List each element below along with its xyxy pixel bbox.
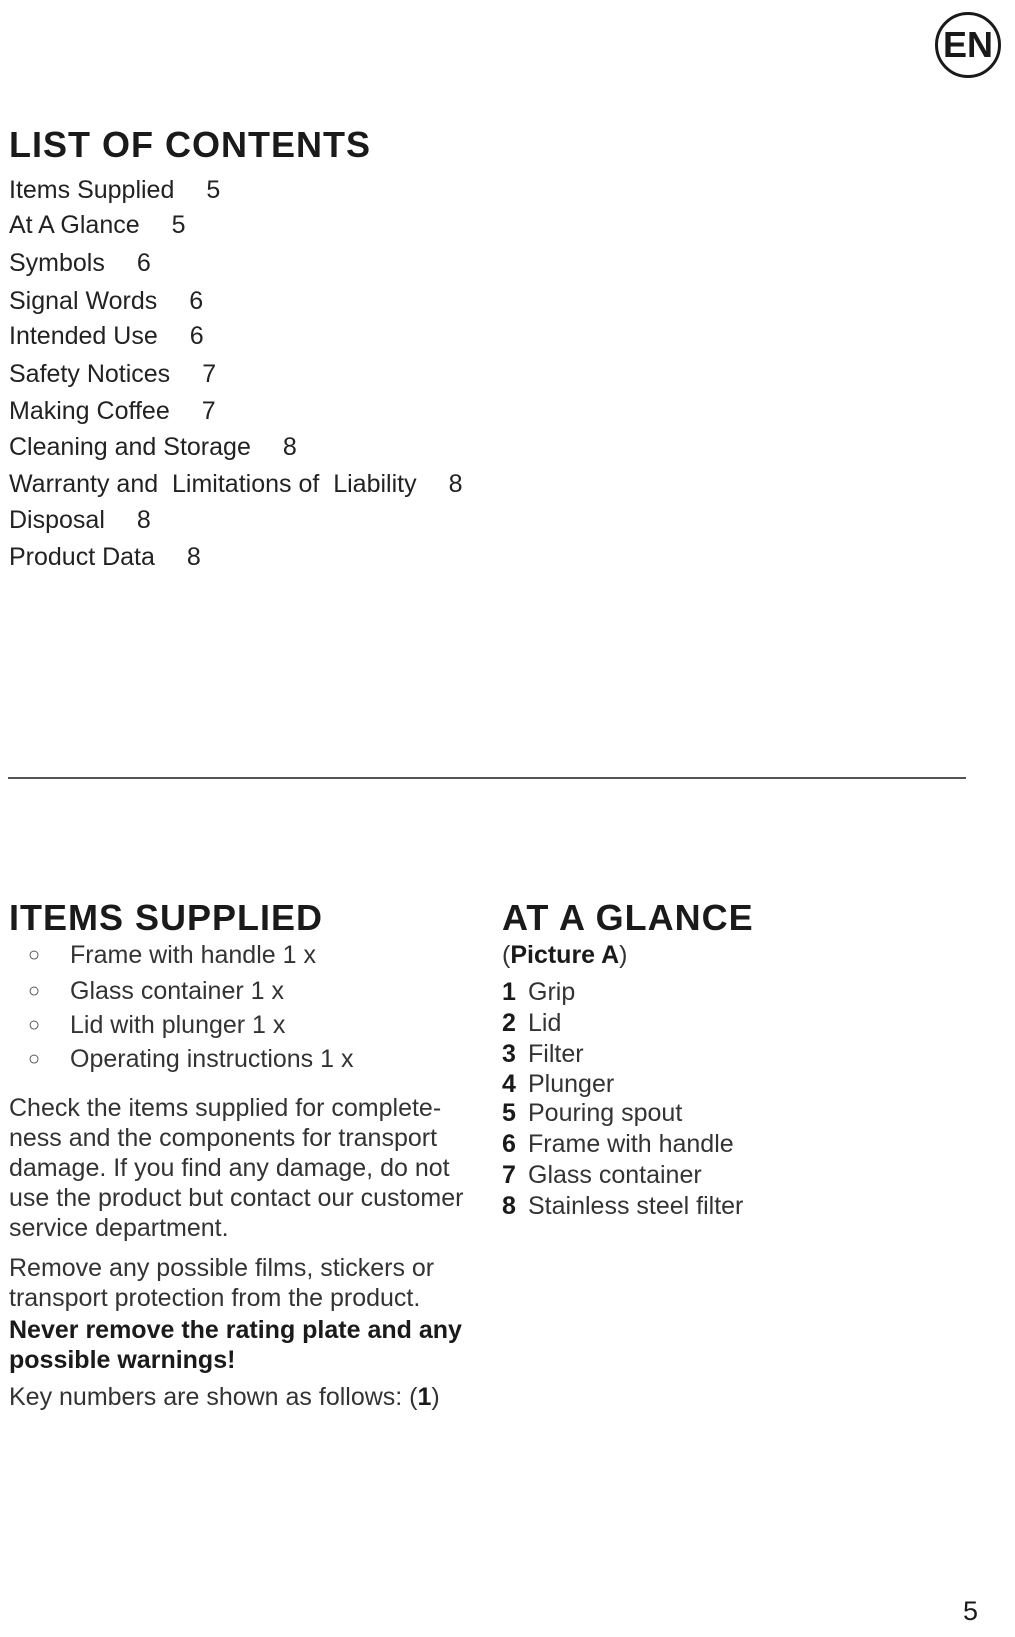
toc-entry-label: Signal Words (9, 287, 158, 315)
list-item (28, 940, 316, 970)
toc-entry-safety-notices (9, 360, 216, 389)
toc-entry-warranty (9, 470, 463, 499)
part-label: Grip (528, 978, 576, 1006)
part-item (502, 977, 575, 1007)
part-label: Stainless steel filter (528, 1192, 744, 1220)
list-item-text: Lid with plunger 1 x (70, 1011, 286, 1039)
bullet-circle-icon: ○ (28, 1048, 41, 1070)
toc-entry-page: 6 (189, 322, 204, 350)
toc-entry-label: Cleaning and Storage (9, 433, 251, 461)
check-items-paragraph: Check the items supplied for complete-ness and the components for transport damage. If you find any damage, do not use the product but contact our customer service department. (9, 1094, 464, 1242)
list-item-text: Glass container 1 x (70, 977, 284, 1005)
toc-entry-label: Disposal (9, 506, 105, 534)
part-number: 2 (502, 1009, 516, 1037)
toc-entry-label: Symbols (9, 249, 105, 277)
list-item (28, 1010, 285, 1040)
section-divider (8, 777, 966, 779)
page-number: 5 (963, 1596, 979, 1626)
list-item (28, 976, 284, 1006)
toc-entry-signal-words (9, 287, 203, 316)
picture-reference-open: ( (502, 941, 511, 969)
toc-entry-page: 6 (136, 249, 151, 277)
part-label: Filter (528, 1040, 584, 1068)
bullet-circle-icon: ○ (28, 980, 41, 1002)
language-badge-label: EN (942, 24, 993, 65)
toc-entry-page: 6 (189, 287, 204, 315)
part-item (502, 1069, 614, 1099)
part-number: 5 (502, 1099, 516, 1127)
picture-reference-label: Picture A (510, 941, 620, 969)
toc-entry-label: Product Data (9, 543, 155, 571)
toc-entry-making-coffee (9, 397, 216, 426)
toc-entry-label: At A Glance (9, 211, 140, 239)
toc-entry-page: 5 (171, 211, 186, 239)
toc-entry-page: 7 (201, 397, 216, 425)
list-item-text: Operating instructions 1 x (70, 1045, 354, 1073)
toc-entry-at-a-glance (9, 211, 186, 240)
toc-entry-label: Making Coffee (9, 397, 170, 425)
key-numbers-example: 1 (417, 1383, 432, 1411)
part-item (502, 1191, 743, 1221)
toc-entry-cleaning-and-storage (9, 433, 297, 462)
list-item-text: Frame with handle 1 x (70, 941, 316, 969)
part-number: 8 (502, 1192, 516, 1220)
toc-entry-label: Items Supplied (9, 176, 175, 204)
part-item (502, 1008, 561, 1038)
part-number: 3 (502, 1040, 516, 1068)
rating-plate-warning: Never remove the rating plate and any possible warnings! (9, 1316, 462, 1374)
toc-entry-page: 8 (136, 506, 151, 534)
items-supplied-title: ITEMS SUPPLIED (9, 897, 324, 938)
bullet-circle-icon: ○ (28, 944, 41, 966)
toc-title: LIST OF CONTENTS (9, 124, 371, 165)
part-item (502, 1039, 584, 1069)
toc-entry-page: 5 (206, 176, 221, 204)
part-label: Plunger (528, 1070, 615, 1098)
part-label: Glass container (528, 1161, 702, 1189)
toc-entry-disposal (9, 506, 151, 535)
toc-entry-label: Safety Notices (9, 360, 171, 388)
part-label: Lid (528, 1009, 562, 1037)
toc-entry-label: Warranty and Limitations of Liability (9, 470, 417, 498)
toc-entry-symbols (9, 249, 151, 278)
picture-reference-close: ) (619, 941, 628, 969)
part-number: 6 (502, 1130, 516, 1158)
picture-reference (502, 941, 627, 970)
toc-entry-page: 7 (202, 360, 217, 388)
toc-entry-label: Intended Use (9, 322, 158, 350)
part-number: 1 (502, 978, 516, 1006)
toc-entry-product-data (9, 543, 201, 572)
toc-entry-page: 8 (282, 433, 297, 461)
key-numbers-suffix: ) (431, 1383, 440, 1411)
part-label: Frame with handle (528, 1130, 734, 1158)
toc-entry-items-supplied (9, 176, 220, 205)
part-number: 4 (502, 1070, 516, 1098)
language-badge (935, 12, 1001, 78)
at-a-glance-title: AT A GLANCE (502, 897, 754, 938)
key-numbers-note (9, 1382, 479, 1412)
toc-entry-intended-use (9, 322, 204, 351)
part-item (502, 1129, 734, 1159)
toc-entry-page: 8 (186, 543, 201, 571)
remove-films-paragraph: Remove any possible films, stickers or transport protection from the product. (9, 1254, 435, 1312)
toc-entry-page: 8 (448, 470, 463, 498)
bullet-circle-icon: ○ (28, 1014, 41, 1036)
key-numbers-prefix: Key numbers are shown as follows: ( (9, 1383, 418, 1411)
part-number: 7 (502, 1161, 516, 1189)
part-item (502, 1098, 682, 1128)
list-item (28, 1044, 353, 1074)
part-label: Pouring spout (528, 1099, 683, 1127)
part-item (502, 1160, 702, 1190)
